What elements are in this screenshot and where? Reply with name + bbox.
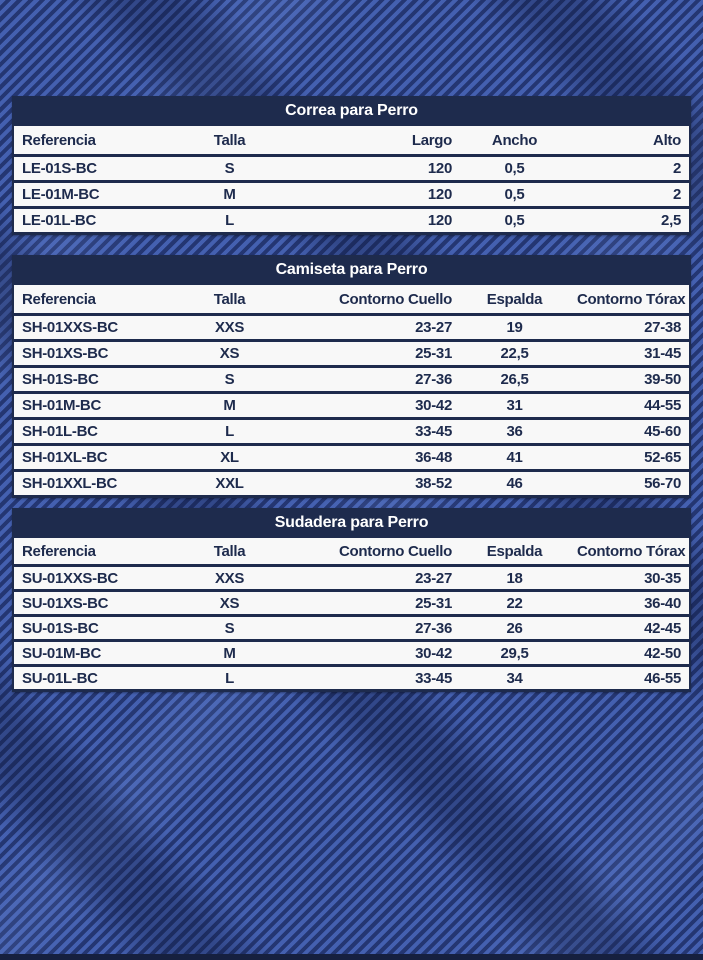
table-cell: 31 [506,397,523,414]
table-cell: 42-45 [644,619,681,637]
table-cell: 33-45 [415,669,452,687]
table-cell: SU-01S-BC [22,619,99,637]
table-row [14,446,689,469]
table-row [14,209,689,232]
table-cell: 31-45 [644,345,681,362]
table-cell: M [223,644,236,662]
table-cell: XXL [215,475,244,492]
table-cell: 27-38 [644,319,681,336]
column-header: Contorno Cuello [339,542,452,560]
table-cell: LE-01M-BC [22,186,100,203]
table-cell: 25-31 [415,594,452,612]
column-header: Talla [213,290,246,308]
table-row [14,316,689,339]
table-cell: 34 [506,669,523,687]
table-header-row [14,126,689,154]
table-row [14,472,689,495]
table-cell: 23-27 [415,569,452,587]
table-cell: 39-50 [644,371,681,388]
table-cell: SH-01M-BC [22,397,101,414]
table-cell: SH-01S-BC [22,371,99,388]
column-header: Referencia [22,131,96,149]
table-cell: 27-36 [415,371,452,388]
table-cell: 120 [427,186,452,203]
table-cell: 44-55 [644,397,681,414]
table-cell: 22,5 [500,345,529,362]
table-cell: 26 [506,619,523,637]
table-cell: 36-48 [415,449,452,466]
table-title: Sudadera para Perro [274,514,429,531]
column-header: Alto [653,131,681,149]
table-cell: XS [219,594,240,612]
table-cell: LE-01L-BC [22,212,96,229]
table-cell: 45-60 [644,423,681,440]
table-row [14,368,689,391]
column-header: Ancho [491,131,538,149]
table-cell: SH-01XS-BC [22,345,109,362]
table-cell: 26,5 [500,371,529,388]
bottom-edge [0,954,703,960]
column-header: Espalda [486,542,543,560]
table-cell: 56-70 [644,475,681,492]
column-header: Referencia [22,542,96,560]
table-cell: 29,5 [500,644,529,662]
table-cell: 25-31 [415,345,452,362]
table-cell: 2,5 [661,212,681,229]
table-cell: XXS [214,569,245,587]
table-cell: 38-52 [415,475,452,492]
column-header: Contorno Tórax [577,290,686,308]
column-header: Contorno Tórax [577,542,686,560]
table-cell: 30-35 [644,569,681,587]
table-cell: 27-36 [415,619,452,637]
column-header: Largo [411,131,452,149]
table-cell: SH-01XXL-BC [22,475,118,492]
table-cell: SH-01XXS-BC [22,319,118,336]
column-header: Contorno Cuello [339,290,452,308]
table-cell: S [224,619,235,637]
table-cell: 42-50 [644,644,681,662]
table-cell: XS [219,345,240,362]
table-cell: SU-01XXS-BC [22,569,118,587]
table-title: Camiseta para Perro [275,261,428,278]
table-cell: XXS [214,319,245,336]
table-cell: M [223,186,236,203]
size-table [12,508,691,692]
table-row [14,642,689,664]
table-cell: 0,5 [504,186,525,203]
table-cell: 36 [506,423,523,440]
table-cell: SU-01L-BC [22,669,98,687]
table-cell: L [225,423,234,440]
table-cell: 120 [427,212,452,229]
table-cell: 22 [506,594,523,612]
table-row [14,420,689,443]
table-cell: 120 [427,160,452,177]
table-cell: SU-01XS-BC [22,594,109,612]
table-cell: 18 [506,569,523,587]
table-cell: 46-55 [644,669,681,687]
table-cell: SH-01XL-BC [22,449,108,466]
table-cell: 30-42 [415,397,452,414]
table-cell: 2 [672,186,681,203]
column-header: Talla [213,542,246,560]
table-cell: 41 [506,449,523,466]
table-cell: 30-42 [415,644,452,662]
table-title: Correa para Perro [285,102,418,119]
table-cell: XL [220,449,239,466]
table-row [14,183,689,206]
table-row [14,157,689,180]
table-cell: 19 [506,319,523,336]
column-header: Referencia [22,290,96,308]
table-cell: 46 [506,475,523,492]
table-cell: 0,5 [504,160,525,177]
table-row [14,394,689,417]
table-cell: SU-01M-BC [22,644,101,662]
size-table [12,96,691,235]
table-row [14,592,689,614]
table-cell: 52-65 [644,449,681,466]
table-cell: 0,5 [504,212,525,229]
table-cell: 23-27 [415,319,452,336]
table-row [14,667,689,689]
size-table [12,255,691,498]
table-header-row [14,538,689,564]
column-header: Talla [213,131,246,149]
column-header: Espalda [486,290,543,308]
table-cell: L [225,212,234,229]
table-row [14,617,689,639]
table-cell: S [224,371,235,388]
table-row [14,567,689,589]
table-cell: LE-01S-BC [22,160,97,177]
table-cell: 36-40 [644,594,681,612]
table-cell: 33-45 [415,423,452,440]
table-cell: SH-01L-BC [22,423,98,440]
table-cell: L [225,669,234,687]
table-row [14,342,689,365]
table-cell: S [224,160,235,177]
table-cell: 2 [672,160,681,177]
table-header-row [14,285,689,313]
table-cell: M [223,397,236,414]
